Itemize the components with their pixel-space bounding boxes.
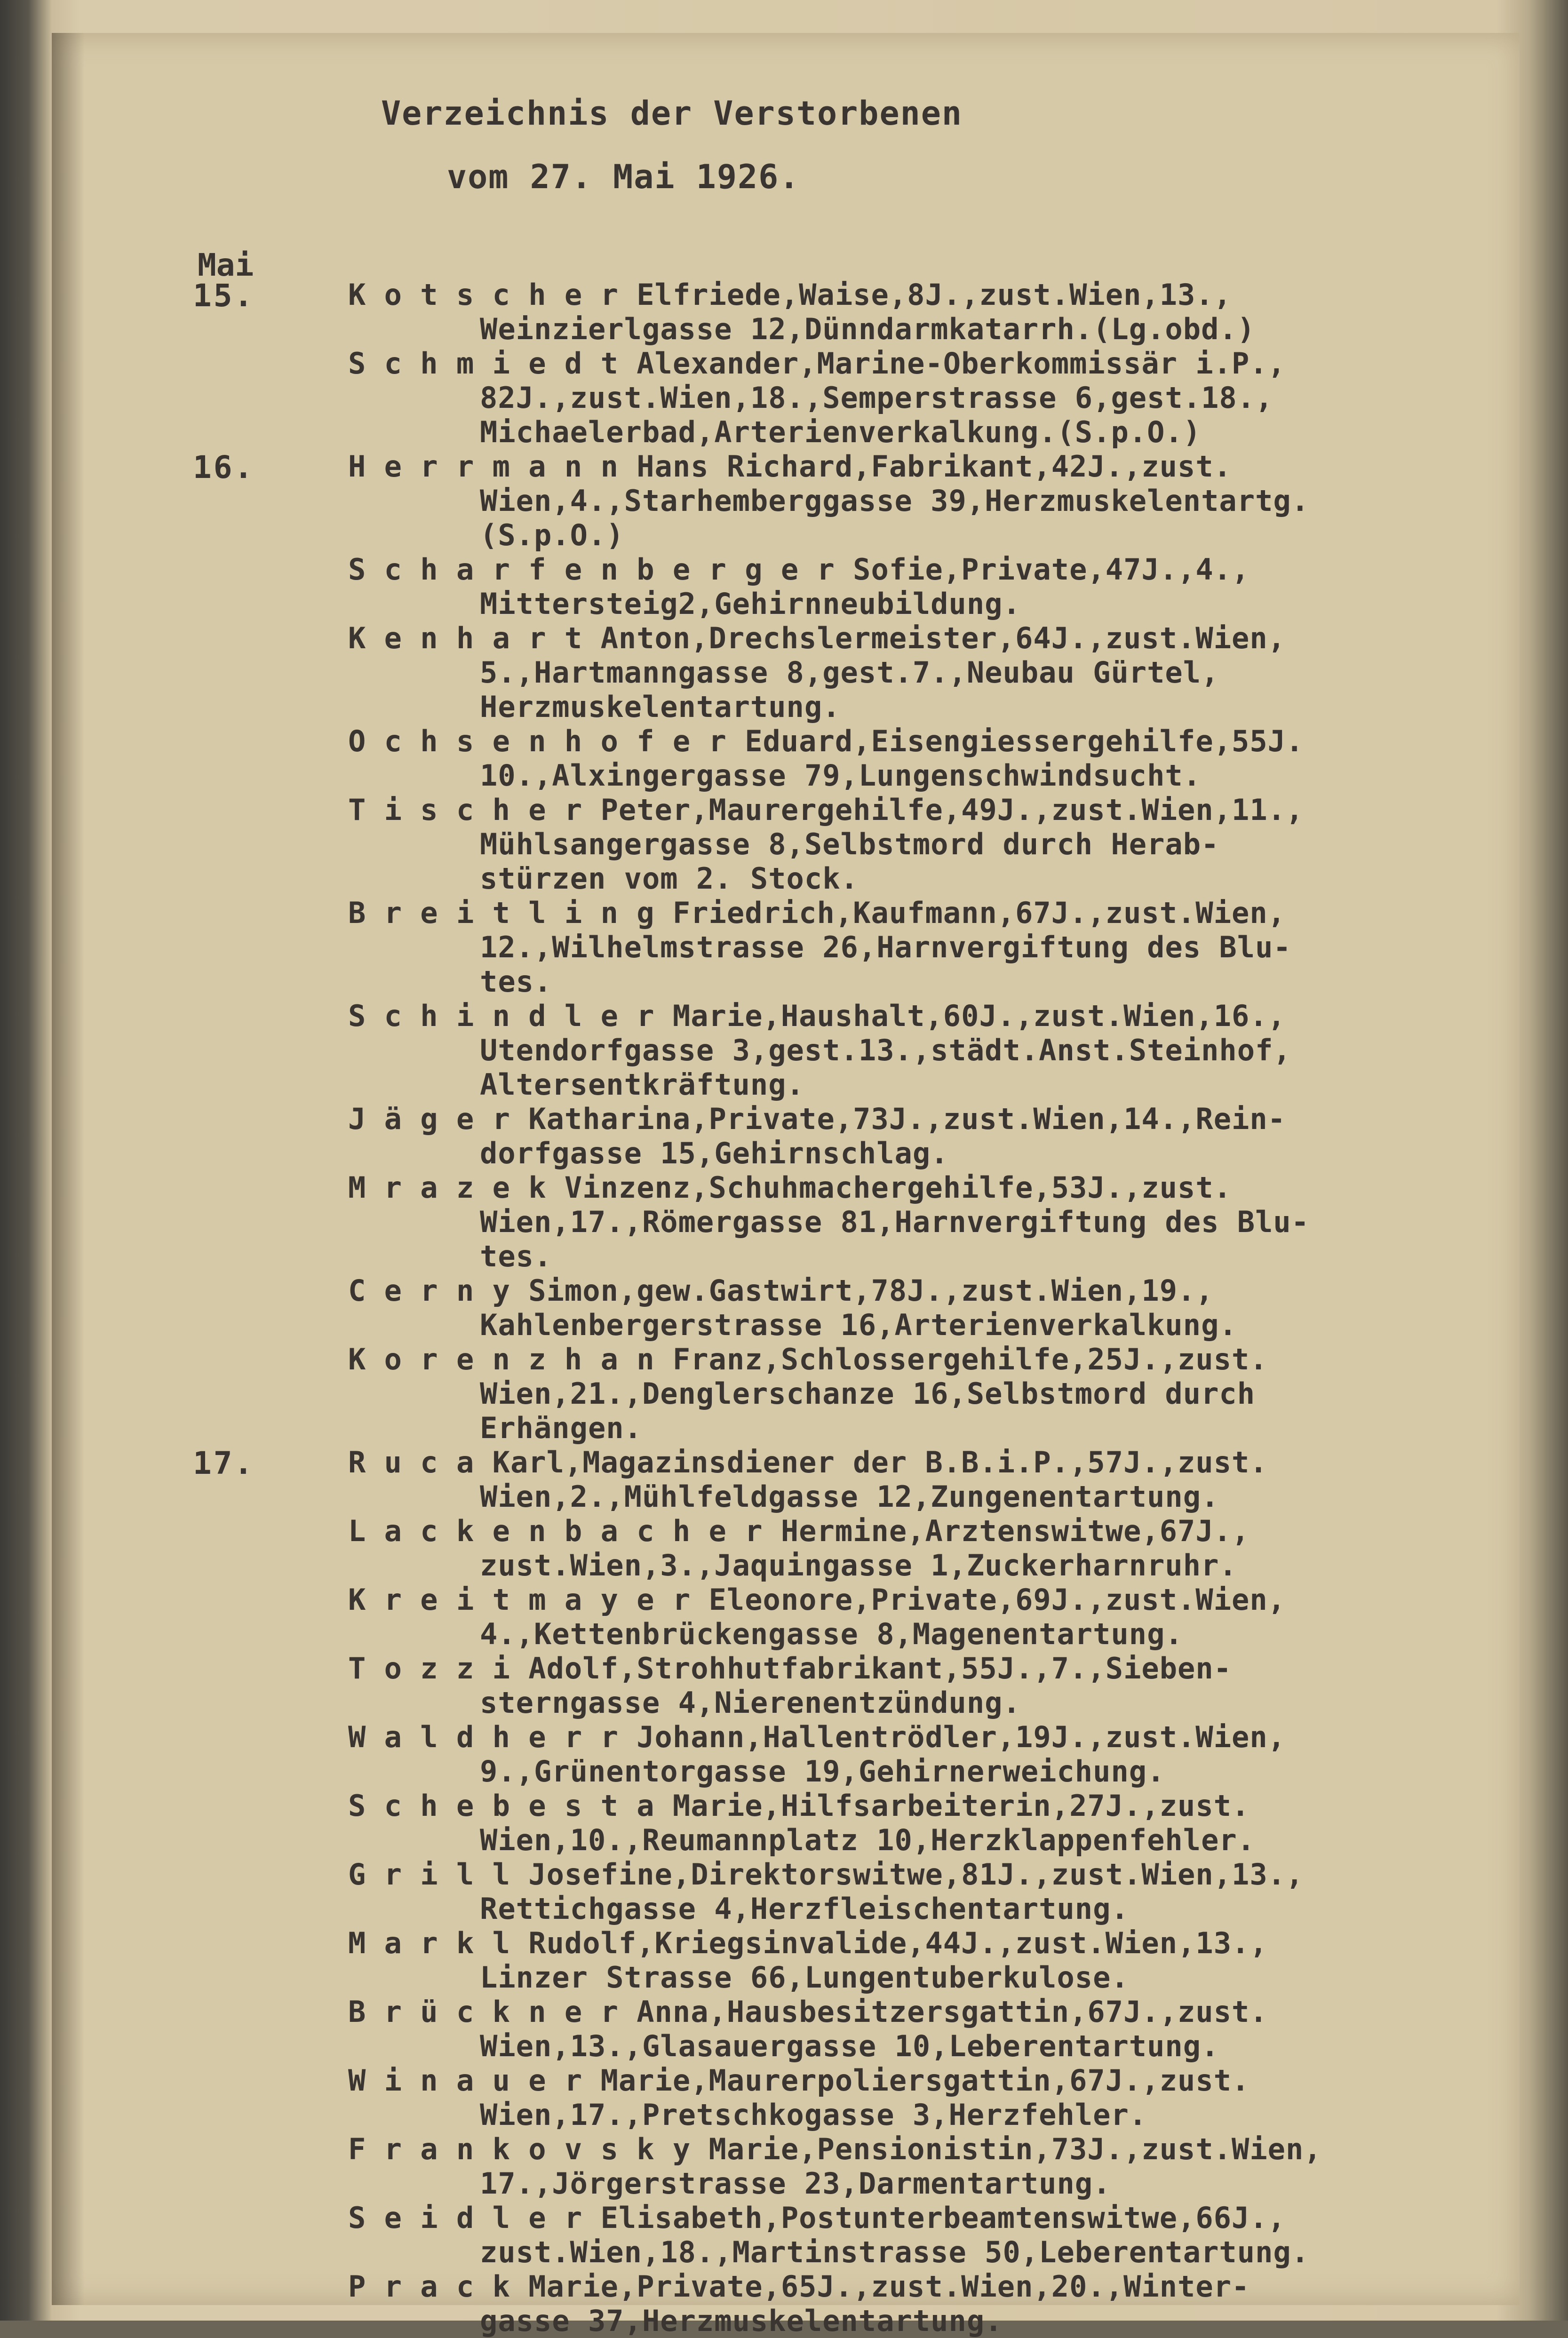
register-entry: [193, 1170, 1501, 1273]
entry-first-line: S c h i n d l e r Marie,Haushalt,60J.,zust.Wien,16.,: [348, 999, 1286, 1033]
entry-first-line: H e r r m a n n Hans Richard,Fabrikant,42J.,zust.: [348, 449, 1232, 484]
entry-continuation-line: (S.p.O.): [480, 518, 624, 552]
register-entry: [193, 278, 1501, 346]
entry-continuation-line: zust.Wien,18.,Martinstrasse 50,Leberentartung.: [480, 2235, 1310, 2269]
entry-day: 17.: [193, 1445, 255, 1481]
entry-continuation-line: zust.Wien,3.,Jaquingasse 1,Zuckerharnruhr.: [480, 1548, 1237, 1583]
register-entry: [193, 1102, 1501, 1170]
register-entry: [193, 1995, 1501, 2063]
entry-first-line: S e i d l e r Elisabeth,Postunterbeamtenswitwe,66J.,: [348, 2201, 1286, 2235]
entry-first-line: J ä g e r Katharina,Private,73J.,zust.Wien,14.,Rein-: [348, 1102, 1286, 1136]
register-entry: [193, 1720, 1501, 1789]
register-entry: [193, 2201, 1501, 2269]
entry-continuation-line: Wien,17.,Römergasse 81,Harnvergiftung des Blu-: [480, 1205, 1310, 1239]
register-entry: [193, 2063, 1501, 2132]
entry-continuation-line: Rettichgasse 4,Herzfleischentartung.: [480, 1892, 1129, 1926]
register-entry: [193, 1445, 1501, 1514]
entry-continuation-line: Wien,4.,Starhemberggasse 39,Herzmuskelentartg.: [480, 484, 1310, 518]
register-entry: [193, 724, 1501, 793]
document-title: Verzeichnis der Verstorbenen: [381, 94, 963, 133]
entry-continuation-line: Wien,17.,Pretschkogasse 3,Herzfehler.: [480, 2098, 1147, 2132]
register-entry: [193, 793, 1501, 896]
register-entry: [193, 1926, 1501, 1995]
entry-continuation-line: sterngasse 4,Nierenentzündung.: [480, 1686, 1021, 1720]
register-entry: [193, 621, 1501, 724]
entry-first-line: M a r k l Rudolf,Kriegsinvalide,44J.,zust.Wien,13.,: [348, 1926, 1268, 1960]
entry-continuation-line: 10.,Alxingergasse 79,Lungenschwindsucht.: [480, 758, 1202, 793]
entry-continuation-line: 9.,Grünentorgasse 19,Gehirnerweichung.: [480, 1754, 1165, 1789]
register-entry: [193, 1583, 1501, 1651]
register-entry: [193, 1342, 1501, 1445]
entry-continuation-line: 4.,Kettenbrückengasse 8,Magenentartung.: [480, 1617, 1183, 1651]
entry-continuation-line: 82J.,zust.Wien,18.,Semperstrasse 6,gest.18.,: [480, 381, 1274, 415]
entry-continuation-line: Herzmuskelentartung.: [480, 690, 841, 724]
entry-continuation-line: Weinzierlgasse 12,Dünndarmkatarrh.(Lg.obd.): [480, 312, 1256, 346]
entry-continuation-line: Mühlsangergasse 8,Selbstmord durch Herab-: [480, 827, 1219, 861]
entry-first-line: S c h a r f e n b e r g e r Sofie,Private,47J.,4.,: [348, 552, 1250, 587]
register-entry: [193, 552, 1501, 621]
entry-continuation-line: Mittersteig2,Gehirnneubildung.: [480, 587, 1021, 621]
entry-first-line: W i n a u e r Marie,Maurerpoliersgattin,67J.,zust.: [348, 2063, 1250, 2098]
entry-continuation-line: Erhängen.: [480, 1411, 642, 1445]
entry-first-line: W a l d h e r r Johann,Hallentrödler,19J.,zust.Wien,: [348, 1720, 1286, 1754]
entry-first-line: G r i l l Josefine,Direktorswitwe,81J.,zust.Wien,13.,: [348, 1857, 1304, 1892]
page-text: [52, 33, 1520, 2338]
entry-first-line: R u c a Karl,Magazinsdiener der B.B.i.P.,57J.,zust.: [348, 1445, 1268, 1479]
entry-first-line: T o z z i Adolf,Strohhutfabrikant,55J.,7.,Sieben-: [348, 1651, 1232, 1686]
entry-first-line: L a c k e n b a c h e r Hermine,Arztenswitwe,67J.,: [348, 1514, 1250, 1548]
entry-continuation-line: Wien,2.,Mühlfeldgasse 12,Zungenentartung.: [480, 1479, 1219, 1514]
entry-first-line: O c h s e n h o f e r Eduard,Eisengiessergehilfe,55J.: [348, 724, 1304, 758]
entry-first-line: B r ü c k n e r Anna,Hausbesitzersgattin,67J.,zust.: [348, 1995, 1268, 2029]
entry-continuation-line: tes.: [480, 964, 552, 999]
entry-first-line: B r e i t l i n g Friedrich,Kaufmann,67J.,zust.Wien,: [348, 896, 1286, 930]
entry-first-line: F r a n k o v s k y Marie,Pensionistin,73J.,zust.Wien,: [348, 2132, 1322, 2166]
register-entry: [193, 1651, 1501, 1720]
entry-continuation-line: Wien,13.,Glasauergasse 10,Leberentartung.: [480, 2029, 1219, 2063]
register-entry: [193, 896, 1501, 999]
entry-continuation-line: tes.: [480, 1239, 552, 1273]
register-entry: [193, 449, 1501, 552]
entry-continuation-line: Kahlenbergerstrasse 16,Arterienverkalkung.: [480, 1308, 1237, 1342]
entry-first-line: S c h m i e d t Alexander,Marine-Oberkommissär i.P.,: [348, 346, 1286, 381]
entry-day: 16.: [193, 449, 255, 485]
entry-continuation-line: Utendorfgasse 3,gest.13.,städt.Anst.Steinhof,: [480, 1033, 1291, 1067]
binding-shadow: [52, 33, 85, 2305]
entry-continuation-line: gasse 37,Herzmuskelentartung.: [480, 2304, 1003, 2338]
entry-continuation-line: Linzer Strasse 66,Lungentuberkulose.: [480, 1960, 1129, 1995]
entry-continuation-line: Wien,10.,Reumannplatz 10,Herzklappenfehler.: [480, 1823, 1256, 1857]
entry-continuation-line: 5.,Hartmanngasse 8,gest.7.,Neubau Gürtel,: [480, 655, 1219, 690]
month-label: Mai: [198, 247, 254, 283]
entry-first-line: S c h e b e s t a Marie,Hilfsarbeiterin,27J.,zust.: [348, 1789, 1250, 1823]
entry-continuation-line: 17.,Jörgerstrasse 23,Darmentartung.: [480, 2166, 1111, 2201]
entry-continuation-line: Wien,21.,Denglerschanze 16,Selbstmord durch: [480, 1376, 1256, 1411]
entry-continuation-line: Altersentkräftung.: [480, 1067, 804, 1102]
entry-continuation-line: Michaelerbad,Arterienverkalkung.(S.p.O.): [480, 415, 1202, 449]
register-entry: [193, 999, 1501, 1102]
entry-continuation-line: dorfgasse 15,Gehirnschlag.: [480, 1136, 949, 1170]
entry-first-line: P r a c k Marie,Private,65J.,zust.Wien,20.,Winter-: [348, 2269, 1250, 2304]
document-subtitle: vom 27. Mai 1926.: [447, 158, 800, 196]
register-entry: [193, 1273, 1501, 1342]
entry-first-line: K r e i t m a y e r Eleonore,Private,69J.,zust.Wien,: [348, 1583, 1286, 1617]
entry-first-line: K o t s c h e r Elfriede,Waise,8J.,zust.Wien,13.,: [348, 278, 1232, 312]
entry-day: 15.: [193, 278, 255, 314]
entry-first-line: M r a z e k Vinzenz,Schuhmachergehilfe,53J.,zust.: [348, 1170, 1232, 1205]
entry-first-line: T i s c h e r Peter,Maurergehilfe,49J.,zust.Wien,11.,: [348, 793, 1304, 827]
register-entry: [193, 1857, 1501, 1926]
entry-first-line: K e n h a r t Anton,Drechslermeister,64J.,zust.Wien,: [348, 621, 1286, 655]
register-entry: [193, 2269, 1501, 2338]
entry-continuation-line: stürzen vom 2. Stock.: [480, 861, 859, 896]
register-entry: [193, 346, 1501, 449]
death-register-entries: [193, 278, 1501, 2338]
entry-first-line: K o r e n z h a n Franz,Schlossergehilfe,25J.,zust.: [348, 1342, 1268, 1376]
document-page: [52, 33, 1520, 2338]
entry-continuation-line: 12.,Wilhelmstrasse 26,Harnvergiftung des Blu-: [480, 930, 1291, 964]
entry-first-line: C e r n y Simon,gew.Gastwirt,78J.,zust.Wien,19.,: [348, 1273, 1214, 1308]
register-entry: [193, 1789, 1501, 1857]
register-entry: [193, 1514, 1501, 1583]
register-entry: [193, 2132, 1501, 2201]
